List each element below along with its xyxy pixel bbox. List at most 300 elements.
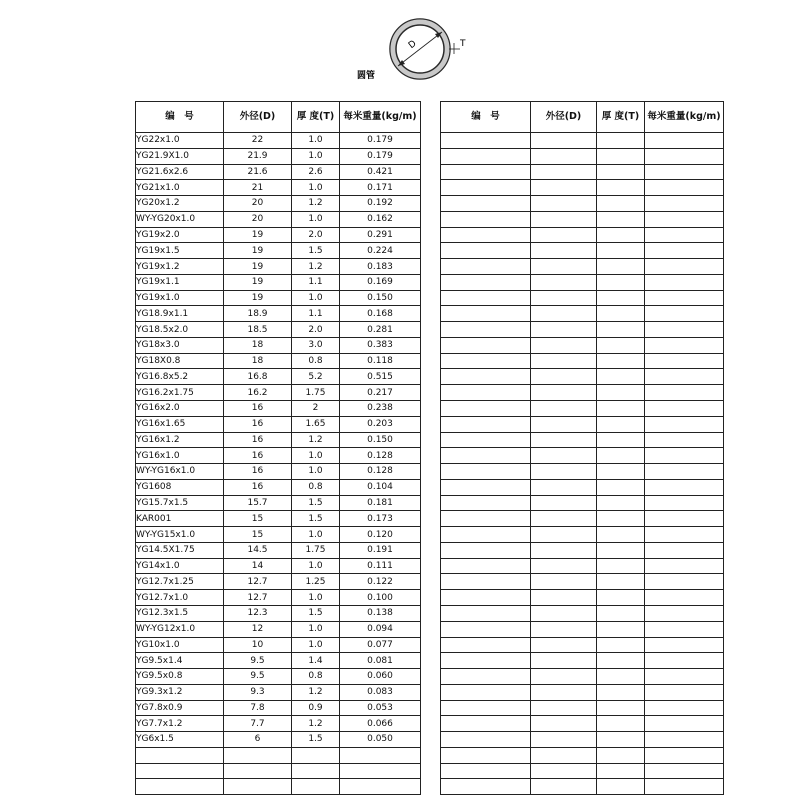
cell-outer-diameter: 10	[224, 637, 292, 653]
cell-weight	[645, 605, 724, 621]
table-row	[441, 479, 724, 495]
cell-weight: 0.066	[340, 716, 421, 732]
cell-code	[441, 590, 531, 606]
cell-weight	[645, 306, 724, 322]
cell-thickness	[292, 763, 340, 779]
cell-code: YG16x1.2	[136, 432, 224, 448]
cell-code: YG9.5x1.4	[136, 653, 224, 669]
cell-outer-diameter	[531, 779, 597, 795]
cell-code: YG16.8x5.2	[136, 369, 224, 385]
cell-thickness	[597, 306, 645, 322]
table-row	[441, 306, 724, 322]
cell-code	[441, 700, 531, 716]
table-row	[136, 574, 421, 590]
cell-code: YG14.5X1.75	[136, 542, 224, 558]
table-row	[136, 243, 421, 259]
cell-outer-diameter	[531, 259, 597, 275]
header-outer-diameter: 外径(D)	[531, 102, 597, 133]
cell-weight	[645, 527, 724, 543]
table-row	[441, 605, 724, 621]
cell-thickness: 3.0	[292, 337, 340, 353]
cell-outer-diameter	[531, 432, 597, 448]
table-row	[441, 732, 724, 748]
table-row	[136, 479, 421, 495]
cell-code	[136, 779, 224, 795]
cell-weight: 0.169	[340, 274, 421, 290]
cell-thickness: 1.2	[292, 716, 340, 732]
cell-code: YG7.7x1.2	[136, 716, 224, 732]
cell-weight	[645, 274, 724, 290]
cell-weight	[340, 763, 421, 779]
cell-outer-diameter: 18.9	[224, 306, 292, 322]
cell-outer-diameter: 16	[224, 464, 292, 480]
table-row	[441, 511, 724, 527]
cell-weight	[645, 558, 724, 574]
cell-code: YG18.5x2.0	[136, 322, 224, 338]
table-row	[441, 590, 724, 606]
table-row	[441, 416, 724, 432]
cell-outer-diameter: 9.3	[224, 684, 292, 700]
table-row	[136, 416, 421, 432]
cell-outer-diameter	[531, 274, 597, 290]
cell-outer-diameter: 18	[224, 353, 292, 369]
cell-outer-diameter: 18	[224, 337, 292, 353]
cell-weight: 0.179	[340, 148, 421, 164]
cell-thickness: 1.75	[292, 385, 340, 401]
cell-weight	[645, 148, 724, 164]
cell-thickness: 1.4	[292, 653, 340, 669]
table-row	[136, 542, 421, 558]
cell-code	[441, 542, 531, 558]
header-weight: 每米重量(kg/m)	[645, 102, 724, 133]
cell-thickness: 2	[292, 401, 340, 417]
cell-thickness	[597, 732, 645, 748]
cell-code: YG20x1.2	[136, 196, 224, 212]
cell-weight: 0.138	[340, 605, 421, 621]
cell-code: YG16x1.0	[136, 448, 224, 464]
cell-code	[441, 227, 531, 243]
cell-weight: 0.192	[340, 196, 421, 212]
cell-thickness	[597, 527, 645, 543]
cell-outer-diameter	[224, 779, 292, 795]
cell-weight: 0.150	[340, 290, 421, 306]
cell-weight	[645, 542, 724, 558]
cell-outer-diameter: 22	[224, 133, 292, 149]
table-row	[136, 401, 421, 417]
cell-code: YG15.7x1.5	[136, 495, 224, 511]
cell-outer-diameter	[531, 148, 597, 164]
cell-code	[441, 211, 531, 227]
cell-weight	[645, 684, 724, 700]
cell-weight: 0.168	[340, 306, 421, 322]
cell-code: WY-YG12x1.0	[136, 621, 224, 637]
cell-outer-diameter	[531, 590, 597, 606]
cell-outer-diameter: 16	[224, 448, 292, 464]
cell-weight	[645, 621, 724, 637]
cell-weight	[645, 133, 724, 149]
cell-thickness	[597, 574, 645, 590]
cell-outer-diameter	[531, 211, 597, 227]
table-row	[136, 511, 421, 527]
cell-thickness	[597, 700, 645, 716]
diagram-caption: 圆管	[357, 71, 376, 81]
cell-outer-diameter	[531, 180, 597, 196]
table-row	[136, 385, 421, 401]
cell-thickness	[597, 716, 645, 732]
cell-thickness: 1.0	[292, 621, 340, 637]
cell-thickness	[597, 669, 645, 685]
cell-weight: 0.104	[340, 479, 421, 495]
table-row	[441, 716, 724, 732]
cell-weight: 0.100	[340, 590, 421, 606]
table-row	[136, 180, 421, 196]
table-row	[136, 637, 421, 653]
table-row	[136, 464, 421, 480]
cell-outer-diameter: 18.5	[224, 322, 292, 338]
cell-outer-diameter	[531, 196, 597, 212]
table-row	[136, 322, 421, 338]
cell-outer-diameter: 16	[224, 416, 292, 432]
cell-outer-diameter	[531, 542, 597, 558]
cell-thickness: 1.65	[292, 416, 340, 432]
table-row	[441, 637, 724, 653]
cell-thickness: 1.2	[292, 259, 340, 275]
cell-code	[441, 747, 531, 763]
cell-weight	[645, 337, 724, 353]
cell-outer-diameter	[531, 763, 597, 779]
table-row	[441, 196, 724, 212]
cell-outer-diameter: 7.8	[224, 700, 292, 716]
cell-outer-diameter	[531, 416, 597, 432]
cell-code: YG19x1.2	[136, 259, 224, 275]
cell-outer-diameter	[224, 763, 292, 779]
cell-outer-diameter	[531, 243, 597, 259]
cell-weight: 0.050	[340, 732, 421, 748]
cell-outer-diameter	[531, 716, 597, 732]
cell-weight: 0.081	[340, 653, 421, 669]
cell-outer-diameter: 15	[224, 527, 292, 543]
cell-thickness	[597, 448, 645, 464]
cell-outer-diameter	[531, 527, 597, 543]
table-row	[136, 133, 421, 149]
cell-code: YG18.9x1.1	[136, 306, 224, 322]
cell-code: YG19x1.1	[136, 274, 224, 290]
table-row	[136, 732, 421, 748]
cell-weight: 0.118	[340, 353, 421, 369]
cell-outer-diameter	[531, 227, 597, 243]
cell-outer-diameter: 19	[224, 227, 292, 243]
cell-code: KAR001	[136, 511, 224, 527]
cell-weight: 0.053	[340, 700, 421, 716]
cell-code: YG19x1.5	[136, 243, 224, 259]
cell-outer-diameter	[531, 605, 597, 621]
cell-code: YG21.6x2.6	[136, 164, 224, 180]
cell-thickness	[597, 495, 645, 511]
diameter-line	[398, 32, 442, 66]
cell-weight: 0.281	[340, 322, 421, 338]
table-row	[441, 621, 724, 637]
cell-outer-diameter	[531, 495, 597, 511]
cell-weight	[645, 416, 724, 432]
cell-thickness	[597, 416, 645, 432]
table-row	[441, 653, 724, 669]
table-row	[136, 716, 421, 732]
cell-code: YG12.7x1.25	[136, 574, 224, 590]
cell-outer-diameter: 21.9	[224, 148, 292, 164]
cell-thickness: 1.0	[292, 148, 340, 164]
cell-thickness	[597, 779, 645, 795]
cell-code: YG9.3x1.2	[136, 684, 224, 700]
cell-outer-diameter	[531, 133, 597, 149]
cell-outer-diameter: 16.2	[224, 385, 292, 401]
table-row	[441, 164, 724, 180]
cell-weight	[645, 653, 724, 669]
cell-thickness: 1.0	[292, 133, 340, 149]
cell-code: YG16x2.0	[136, 401, 224, 417]
table-row	[136, 684, 421, 700]
cell-thickness	[292, 779, 340, 795]
cell-thickness: 2.0	[292, 322, 340, 338]
cell-outer-diameter	[531, 464, 597, 480]
cell-thickness: 1.5	[292, 605, 340, 621]
header-thickness: 厚 度(T)	[597, 102, 645, 133]
cell-thickness: 2.0	[292, 227, 340, 243]
table-row	[136, 621, 421, 637]
cell-outer-diameter: 16	[224, 479, 292, 495]
table-row	[441, 401, 724, 417]
cell-outer-diameter: 7.7	[224, 716, 292, 732]
table-row	[136, 196, 421, 212]
cell-thickness	[597, 274, 645, 290]
cell-thickness: 1.2	[292, 196, 340, 212]
cell-thickness: 1.0	[292, 290, 340, 306]
cell-thickness	[597, 558, 645, 574]
cell-thickness: 1.25	[292, 574, 340, 590]
cell-outer-diameter: 19	[224, 274, 292, 290]
cell-outer-diameter	[531, 385, 597, 401]
cell-code	[441, 527, 531, 543]
cell-outer-diameter	[531, 369, 597, 385]
cell-thickness: 5.2	[292, 369, 340, 385]
cell-weight	[645, 747, 724, 763]
cell-weight	[645, 464, 724, 480]
cell-code	[441, 574, 531, 590]
cell-thickness	[597, 227, 645, 243]
cell-code	[441, 621, 531, 637]
table-row	[441, 259, 724, 275]
cell-thickness	[597, 196, 645, 212]
cell-outer-diameter	[531, 637, 597, 653]
cell-code	[441, 432, 531, 448]
cell-weight	[645, 732, 724, 748]
header-outer-diameter: 外径(D)	[224, 102, 292, 133]
cell-weight: 0.224	[340, 243, 421, 259]
cell-outer-diameter	[531, 669, 597, 685]
cell-weight: 0.383	[340, 337, 421, 353]
cell-code	[441, 322, 531, 338]
cell-code	[441, 259, 531, 275]
thickness-label: T	[460, 39, 466, 49]
cell-outer-diameter: 12.7	[224, 590, 292, 606]
cell-weight	[645, 290, 724, 306]
table-row	[136, 432, 421, 448]
cell-weight: 0.191	[340, 542, 421, 558]
empty-spec-table	[440, 101, 724, 795]
cell-weight	[645, 637, 724, 653]
cell-thickness: 0.8	[292, 479, 340, 495]
cell-code: YG6x1.5	[136, 732, 224, 748]
cell-weight	[645, 322, 724, 338]
cell-code	[441, 196, 531, 212]
cell-outer-diameter	[531, 621, 597, 637]
cell-code	[441, 180, 531, 196]
cell-outer-diameter	[531, 653, 597, 669]
table-row	[441, 322, 724, 338]
cell-outer-diameter: 19	[224, 290, 292, 306]
table-row	[441, 574, 724, 590]
cell-outer-diameter: 9.5	[224, 669, 292, 685]
table-row	[441, 180, 724, 196]
cell-weight: 0.111	[340, 558, 421, 574]
cell-code: WY-YG15x1.0	[136, 527, 224, 543]
cell-outer-diameter	[531, 290, 597, 306]
cell-code	[441, 148, 531, 164]
cell-outer-diameter	[531, 511, 597, 527]
cell-thickness: 1.1	[292, 274, 340, 290]
cell-code: YG21x1.0	[136, 180, 224, 196]
cell-code	[441, 448, 531, 464]
cell-weight	[645, 385, 724, 401]
cell-code	[441, 684, 531, 700]
cell-code: YG19x1.0	[136, 290, 224, 306]
table-row	[441, 464, 724, 480]
cell-thickness	[292, 747, 340, 763]
empty-spec-rows	[441, 133, 724, 795]
cell-thickness	[597, 133, 645, 149]
cell-thickness	[597, 369, 645, 385]
cell-weight	[645, 495, 724, 511]
cell-weight: 0.060	[340, 669, 421, 685]
table-row	[136, 590, 421, 606]
cell-code: YG18x3.0	[136, 337, 224, 353]
cell-thickness: 1.0	[292, 590, 340, 606]
cell-code	[441, 763, 531, 779]
cell-code	[441, 337, 531, 353]
cell-code	[441, 558, 531, 574]
cell-weight: 0.150	[340, 432, 421, 448]
table-row	[136, 448, 421, 464]
cell-weight: 0.183	[340, 259, 421, 275]
table-row	[441, 763, 724, 779]
table-header-row	[136, 102, 421, 133]
table-row	[441, 527, 724, 543]
cell-code	[441, 637, 531, 653]
table-row	[136, 274, 421, 290]
cell-thickness: 1.0	[292, 448, 340, 464]
cell-code	[441, 306, 531, 322]
cell-weight: 0.179	[340, 133, 421, 149]
cell-thickness: 1.5	[292, 243, 340, 259]
table-row	[441, 385, 724, 401]
table-row	[136, 653, 421, 669]
cell-thickness: 1.1	[292, 306, 340, 322]
table-row	[441, 337, 724, 353]
cell-code: YG16.2x1.75	[136, 385, 224, 401]
cell-weight	[645, 401, 724, 417]
cell-weight	[645, 432, 724, 448]
cell-thickness	[597, 432, 645, 448]
table-row	[136, 495, 421, 511]
cell-thickness	[597, 180, 645, 196]
cell-thickness	[597, 511, 645, 527]
table-row	[136, 669, 421, 685]
cell-weight	[645, 259, 724, 275]
table-row	[136, 227, 421, 243]
cell-outer-diameter	[531, 747, 597, 763]
cell-outer-diameter: 19	[224, 259, 292, 275]
cell-code: WY-YG16x1.0	[136, 464, 224, 480]
cell-thickness: 1.5	[292, 511, 340, 527]
cell-thickness	[597, 653, 645, 669]
cell-code	[136, 763, 224, 779]
table-row	[441, 290, 724, 306]
cell-code: YG12.3x1.5	[136, 605, 224, 621]
round-tube-diagram	[350, 10, 480, 90]
table-row	[441, 133, 724, 149]
cell-thickness	[597, 290, 645, 306]
header-code: 编 号	[136, 102, 224, 133]
cell-thickness: 1.5	[292, 732, 340, 748]
cell-thickness	[597, 211, 645, 227]
cell-outer-diameter: 16	[224, 401, 292, 417]
cell-thickness: 1.0	[292, 211, 340, 227]
cell-outer-diameter	[531, 322, 597, 338]
cell-thickness	[597, 464, 645, 480]
cell-code: YG14x1.0	[136, 558, 224, 574]
table-row	[136, 337, 421, 353]
cell-thickness	[597, 401, 645, 417]
table-row	[441, 495, 724, 511]
cell-outer-diameter	[531, 479, 597, 495]
cell-outer-diameter	[531, 700, 597, 716]
cell-weight: 0.083	[340, 684, 421, 700]
cell-weight	[645, 369, 724, 385]
cell-weight	[645, 716, 724, 732]
cell-weight: 0.217	[340, 385, 421, 401]
cell-weight	[645, 779, 724, 795]
cell-code	[136, 747, 224, 763]
cell-thickness: 1.0	[292, 637, 340, 653]
cell-thickness	[597, 590, 645, 606]
cell-outer-diameter: 15.7	[224, 495, 292, 511]
table-row	[136, 763, 421, 779]
cell-outer-diameter	[531, 574, 597, 590]
table-header-row	[441, 102, 724, 133]
cell-code: YG10x1.0	[136, 637, 224, 653]
cell-outer-diameter	[531, 684, 597, 700]
cell-weight	[645, 243, 724, 259]
table-row	[441, 542, 724, 558]
table-row	[441, 353, 724, 369]
cell-weight: 0.203	[340, 416, 421, 432]
cell-outer-diameter	[531, 401, 597, 417]
cell-outer-diameter: 16.8	[224, 369, 292, 385]
cell-outer-diameter: 16	[224, 432, 292, 448]
cell-weight: 0.173	[340, 511, 421, 527]
cell-thickness	[597, 621, 645, 637]
cell-outer-diameter	[531, 448, 597, 464]
cell-thickness	[597, 747, 645, 763]
